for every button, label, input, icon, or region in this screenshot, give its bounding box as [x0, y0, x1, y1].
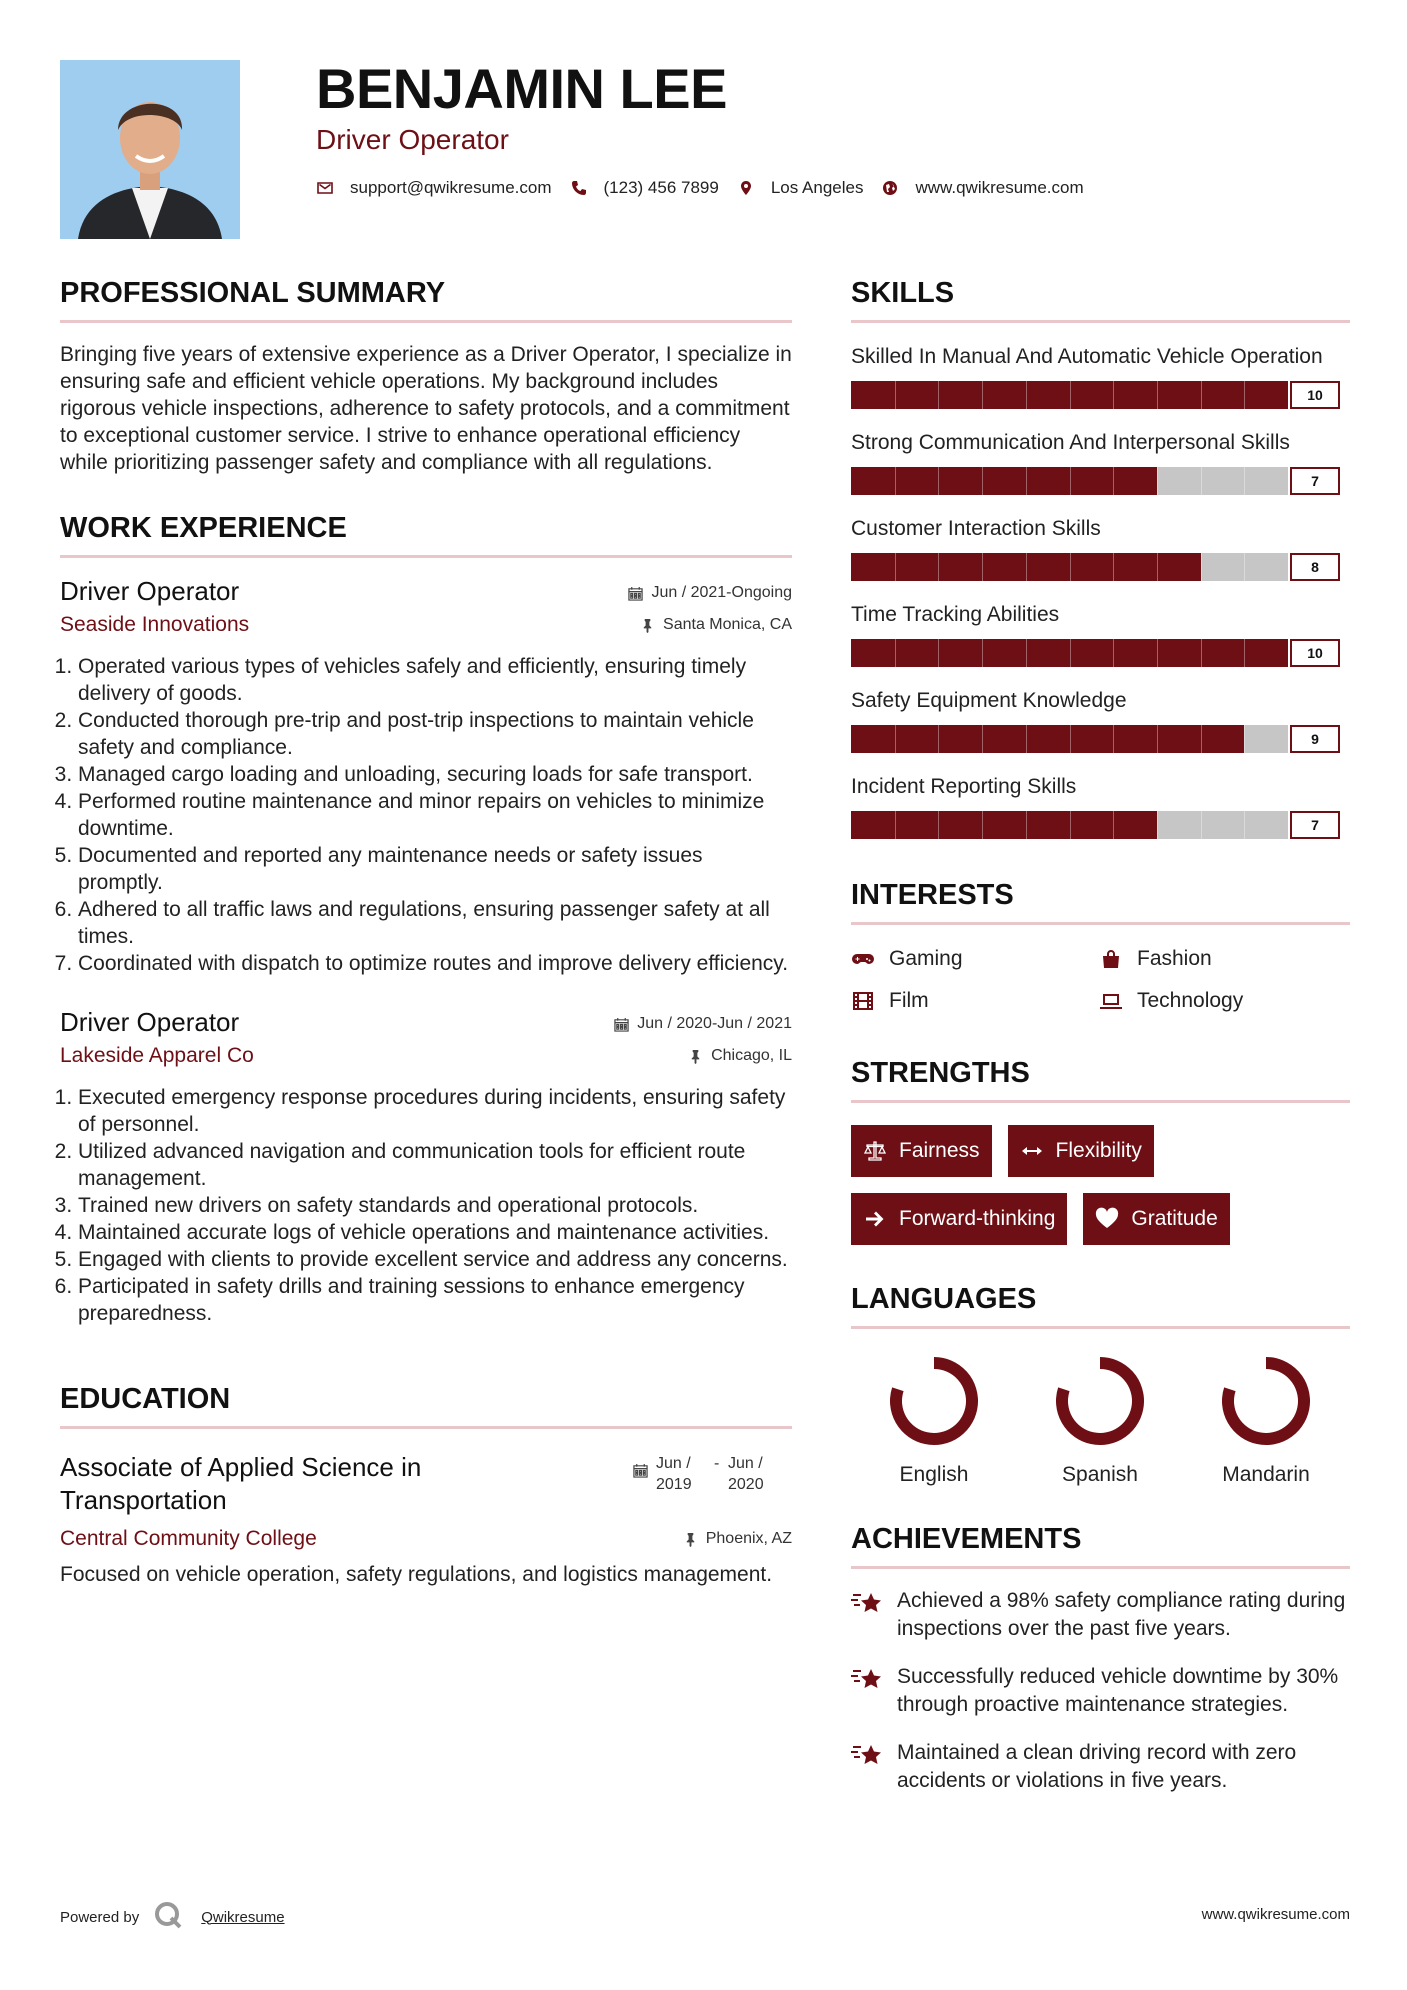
strength-chip: [1008, 1125, 1154, 1177]
skill-bar-segment: [895, 639, 896, 667]
education-text: Focused on vehicle operation, safety regulations, and logistics management.: [60, 1563, 773, 1586]
language-ring-arc: [896, 1363, 972, 1439]
interest-item: [1099, 947, 1347, 971]
education-heading: EDUCATION: [60, 1383, 792, 1429]
interest-label: Film: [889, 989, 929, 1012]
interest-item: [1099, 989, 1347, 1013]
languages-heading: LANGUAGES: [851, 1283, 1350, 1329]
list-item: 2. Conducted thorough pre-trip and post-trip inspections to maintain vehicle safety and compliance.: [78, 707, 792, 761]
shooting-star-icon: [851, 1663, 885, 1693]
skill-bar: [851, 639, 1288, 667]
skill-bar-segment: [1026, 381, 1027, 409]
skill-bar: [851, 725, 1288, 753]
skill-bar-segment: [1157, 639, 1158, 667]
list-item: 3. Managed cargo loading and unloading, securing loads for safe transport.: [78, 761, 792, 788]
achievement-item: [851, 1587, 1350, 1643]
job-entry: [60, 1007, 792, 1327]
skill-level-badge: 7: [1290, 811, 1340, 839]
education-end: Jun / 2020: [728, 1455, 764, 1493]
skill-level-badge: 10: [1290, 639, 1340, 667]
contact-website-text: www.qwikresume.com: [915, 178, 1084, 197]
candidate-name: BENJAMIN LEE: [316, 57, 727, 120]
job-location: [688, 1047, 792, 1065]
skill-bar-segment: [1026, 639, 1027, 667]
gamepad-icon: [851, 947, 875, 971]
achievement-text: Achieved a 98% safety compliance rating during inspections over the past five years.: [897, 1589, 1346, 1640]
skill-bar-segment: [1113, 553, 1114, 581]
list-item: 2. Utilized advanced navigation and communication tools for efficient route management.: [78, 1138, 792, 1192]
skill-bar: [851, 811, 1288, 839]
brand-link[interactable]: Qwikresume: [201, 1908, 285, 1926]
profile-photo: [60, 60, 240, 239]
envelope-icon: [316, 179, 334, 197]
skill-bar-segment: [982, 639, 983, 667]
job-date: [614, 1015, 792, 1033]
language-item: [1017, 1353, 1183, 1487]
date-separator: -: [714, 1455, 720, 1472]
skill-bar-segment: [1026, 725, 1027, 753]
skill-bar-segment: [1244, 467, 1245, 495]
language-ring: [1052, 1353, 1148, 1449]
skill-bar-segment: [1070, 811, 1071, 839]
contact-website[interactable]: [881, 178, 1083, 198]
list-item: 7. Coordinated with dispatch to optimize routes and improve delivery efficiency.: [78, 950, 792, 977]
skill-bar-segment: [938, 553, 939, 581]
skill-bar-segment: [1113, 467, 1114, 495]
skill-bar-fill: [851, 725, 1244, 753]
list-item: 4. Maintained accurate logs of vehicle operations and maintenance activities.: [78, 1219, 792, 1246]
job-entry: [60, 576, 792, 977]
education-location: [683, 1530, 792, 1548]
film-icon: [851, 989, 875, 1013]
job-bullets: [60, 1084, 792, 1327]
footer-website[interactable]: www.qwikresume.com: [1201, 1906, 1350, 1923]
skill-bar-segment: [1244, 725, 1245, 753]
skill-bar-segment: [1070, 639, 1071, 667]
achievement-text: Maintained a clean driving record with zero accidents or violations in five years.: [897, 1741, 1297, 1792]
achievements-heading: ACHIEVEMENTS: [851, 1523, 1350, 1569]
skill-bar-segment: [1070, 467, 1071, 495]
skill-bar-segment: [1244, 811, 1245, 839]
skill-level-badge: 10: [1290, 381, 1340, 409]
language-ring-arc: [1062, 1363, 1138, 1439]
skill-level-badge: 8: [1290, 553, 1340, 581]
list-item: 6. Participated in safety drills and training sessions to enhance emergency preparedness.: [78, 1273, 792, 1327]
interest-label: Fashion: [1137, 947, 1212, 970]
contact-location-text: Los Angeles: [770, 178, 864, 197]
skill-bar-segment: [1026, 553, 1027, 581]
footer-powered: [60, 1900, 285, 1934]
skill-bar-segment: [1201, 553, 1202, 581]
skill-level-badge: 7: [1290, 467, 1340, 495]
left-column: [60, 277, 792, 1588]
avatar: [60, 60, 240, 239]
interests-list: [851, 947, 1350, 1013]
achievement-text: Successfully reduced vehicle downtime by 30% through proactive maintenance strategies.: [897, 1665, 1339, 1716]
interests-heading: INTERESTS: [851, 879, 1350, 925]
skill-bar-segment: [938, 467, 939, 495]
strength-label: Fairness: [899, 1139, 980, 1162]
right-column: [851, 277, 1350, 1795]
language-ring-arc: [1228, 1363, 1304, 1439]
skill-item: [851, 429, 1350, 495]
skill-item: [851, 687, 1350, 753]
skill-name: Skilled In Manual And Automatic Vehicle Operation: [851, 345, 1323, 368]
skill-bar-fill: [851, 467, 1157, 495]
skill-bar-segment: [1244, 639, 1245, 667]
job-bullets: [60, 653, 792, 977]
job-location: [640, 616, 792, 634]
job-company: Seaside Innovations: [60, 613, 250, 636]
globe-icon: [881, 179, 899, 197]
calendar-icon: [628, 586, 643, 601]
skill-bar-segment: [1157, 467, 1158, 495]
list-item: 1. Executed emergency response procedures during incidents, ensuring safety of personnel.: [78, 1084, 792, 1138]
job-date-text: Jun / 2020-Jun / 2021: [637, 1015, 792, 1032]
strength-label: Flexibility: [1055, 1139, 1142, 1162]
language-label: Spanish: [1062, 1463, 1138, 1486]
skill-bar-segment: [1201, 811, 1202, 839]
job-location-text: Chicago, IL: [711, 1047, 792, 1064]
skill-bar-segment: [982, 467, 983, 495]
arrows-horizontal-icon: [1020, 1139, 1044, 1163]
strength-chip: [851, 1193, 1067, 1245]
skill-bar-segment: [895, 381, 896, 409]
pushpin-icon: [688, 1049, 703, 1064]
arrow-right-icon: [863, 1207, 887, 1231]
skill-bar-segment: [982, 381, 983, 409]
list-item: 1. Operated various types of vehicles safely and efficiently, ensuring timely delivery of goods.: [78, 653, 792, 707]
strength-label: Forward-thinking: [899, 1207, 1056, 1230]
skill-bar-segment: [982, 553, 983, 581]
skill-bar-segment: [895, 467, 896, 495]
language-ring: [886, 1353, 982, 1449]
contact-bar: [316, 178, 1102, 198]
language-label: English: [899, 1463, 969, 1486]
skill-name: Safety Equipment Knowledge: [851, 689, 1127, 712]
skill-bar-segment: [895, 553, 896, 581]
education-location-text: Phoenix, AZ: [705, 1530, 792, 1547]
skill-bar-segment: [1157, 381, 1158, 409]
contact-phone-text: (123) 456 7899: [603, 178, 719, 197]
list-item: 3. Trained new drivers on safety standards and operational protocols.: [78, 1192, 792, 1219]
laptop-icon: [1099, 989, 1123, 1013]
skill-bar-segment: [938, 725, 939, 753]
list-item: 5. Documented and reported any maintenance needs or safety issues promptly.: [78, 842, 792, 896]
skill-bar-segment: [982, 725, 983, 753]
summary-text: Bringing five years of extensive experience as a Driver Operator, I specialize in ensuring safe and efficient vehicle operations. My background includes rigorous vehicle inspections, adherence to safety protocols, and a commitment to exceptional customer service. I strive to enhance operational efficiency while prioritizing passenger safety and compliance with all regulations.: [60, 343, 792, 474]
language-label: Mandarin: [1222, 1463, 1310, 1486]
achievement-item: [851, 1663, 1350, 1719]
list-item: 5. Engaged with clients to provide excellent service and address any concerns.: [78, 1246, 792, 1273]
experience-heading: WORK EXPERIENCE: [60, 512, 792, 558]
achievement-item: [851, 1739, 1350, 1795]
shooting-star-icon: [851, 1739, 885, 1769]
skill-bar-segment: [1244, 381, 1245, 409]
skill-bar-segment: [1113, 725, 1114, 753]
skill-name: Incident Reporting Skills: [851, 775, 1077, 798]
candidate-title: Driver Operator: [316, 124, 509, 155]
language-ring: [1218, 1353, 1314, 1449]
language-item: [1183, 1353, 1349, 1487]
education-start: Jun / 2019: [656, 1455, 692, 1493]
skills-heading: SKILLS: [851, 277, 1350, 323]
skill-item: [851, 601, 1350, 667]
skill-bar-segment: [1157, 725, 1158, 753]
strength-chip: [851, 1125, 992, 1177]
skill-bar-segment: [938, 639, 939, 667]
skill-bar-segment: [938, 811, 939, 839]
job-date: [628, 584, 792, 602]
pushpin-icon: [683, 1532, 698, 1547]
skill-name: Time Tracking Abilities: [851, 603, 1060, 626]
interest-label: Gaming: [889, 947, 963, 970]
job-company: Lakeside Apparel Co: [60, 1044, 254, 1067]
skill-name: Strong Communication And Interpersonal Skills: [851, 431, 1290, 454]
shopping-bag-icon: [1099, 947, 1123, 971]
summary-heading: PROFESSIONAL SUMMARY: [60, 277, 792, 323]
degree-title: Associate of Applied Science in Transportation: [60, 1452, 422, 1515]
skill-item: [851, 515, 1350, 581]
skill-bar-segment: [1201, 639, 1202, 667]
shooting-star-icon: [851, 1587, 885, 1617]
skill-name: Customer Interaction Skills: [851, 517, 1101, 540]
strengths-heading: STRENGTHS: [851, 1057, 1350, 1103]
skill-bar-segment: [1113, 811, 1114, 839]
heart-icon: [1095, 1207, 1119, 1231]
phone-icon: [570, 179, 588, 197]
skill-bar-segment: [895, 725, 896, 753]
interest-item: [851, 989, 1099, 1013]
skill-bar-segment: [1113, 639, 1114, 667]
skill-bar-segment: [1201, 381, 1202, 409]
skill-bar-segment: [982, 811, 983, 839]
skill-bar-segment: [1070, 725, 1071, 753]
skill-bar-segment: [1070, 381, 1071, 409]
achievements-list: [851, 1587, 1350, 1795]
skill-bar-segment: [1201, 725, 1202, 753]
strength-label: Gratitude: [1131, 1207, 1218, 1230]
skill-bar-segment: [895, 811, 896, 839]
skill-bar-segment: [1070, 553, 1071, 581]
education-entry: [60, 1451, 792, 1588]
skill-bar-segment: [1201, 467, 1202, 495]
job-title: Driver Operator: [60, 576, 240, 606]
languages-list: [851, 1353, 1350, 1487]
qwikresume-logo-icon: [153, 1900, 183, 1934]
balance-scale-icon: [863, 1139, 887, 1163]
interest-item: [851, 947, 1099, 971]
skill-bar-segment: [1244, 553, 1245, 581]
language-item: [851, 1353, 1017, 1487]
skill-bar: [851, 553, 1288, 581]
map-pin-icon: [737, 179, 755, 197]
skill-bar-fill: [851, 811, 1157, 839]
skill-bar-segment: [1113, 381, 1114, 409]
list-item: 4. Performed routine maintenance and minor repairs on vehicles to minimize downtime.: [78, 788, 792, 842]
skills-list: [851, 343, 1350, 839]
skill-bar-segment: [1157, 553, 1158, 581]
contact-phone[interactable]: [570, 178, 719, 198]
skill-item: [851, 773, 1350, 839]
interest-label: Technology: [1137, 989, 1244, 1012]
skill-bar: [851, 467, 1288, 495]
skill-bar-segment: [1157, 811, 1158, 839]
job-title: Driver Operator: [60, 1007, 240, 1037]
skill-bar-segment: [1026, 467, 1027, 495]
skill-bar-segment: [1026, 811, 1027, 839]
contact-email-text: support@qwikresume.com: [350, 178, 552, 197]
calendar-icon: [614, 1017, 629, 1032]
contact-location: [737, 178, 864, 198]
education-date: [633, 1453, 792, 1495]
school-name: Central Community College: [60, 1527, 317, 1550]
skill-bar: [851, 381, 1288, 409]
job-date-text: Jun / 2021-Ongoing: [651, 584, 792, 601]
powered-by-text: Powered by: [60, 1908, 140, 1926]
strengths-list: [851, 1125, 1350, 1245]
skill-bar-segment: [938, 381, 939, 409]
job-location-text: Santa Monica, CA: [663, 616, 792, 633]
pushpin-icon: [640, 618, 655, 633]
contact-email[interactable]: [316, 178, 552, 198]
skill-item: [851, 343, 1350, 409]
strength-chip: [1083, 1193, 1229, 1245]
skill-level-badge: 9: [1290, 725, 1340, 753]
list-item: 6. Adhered to all traffic laws and regulations, ensuring passenger safety at all times.: [78, 896, 792, 950]
calendar-icon: [633, 1463, 648, 1478]
